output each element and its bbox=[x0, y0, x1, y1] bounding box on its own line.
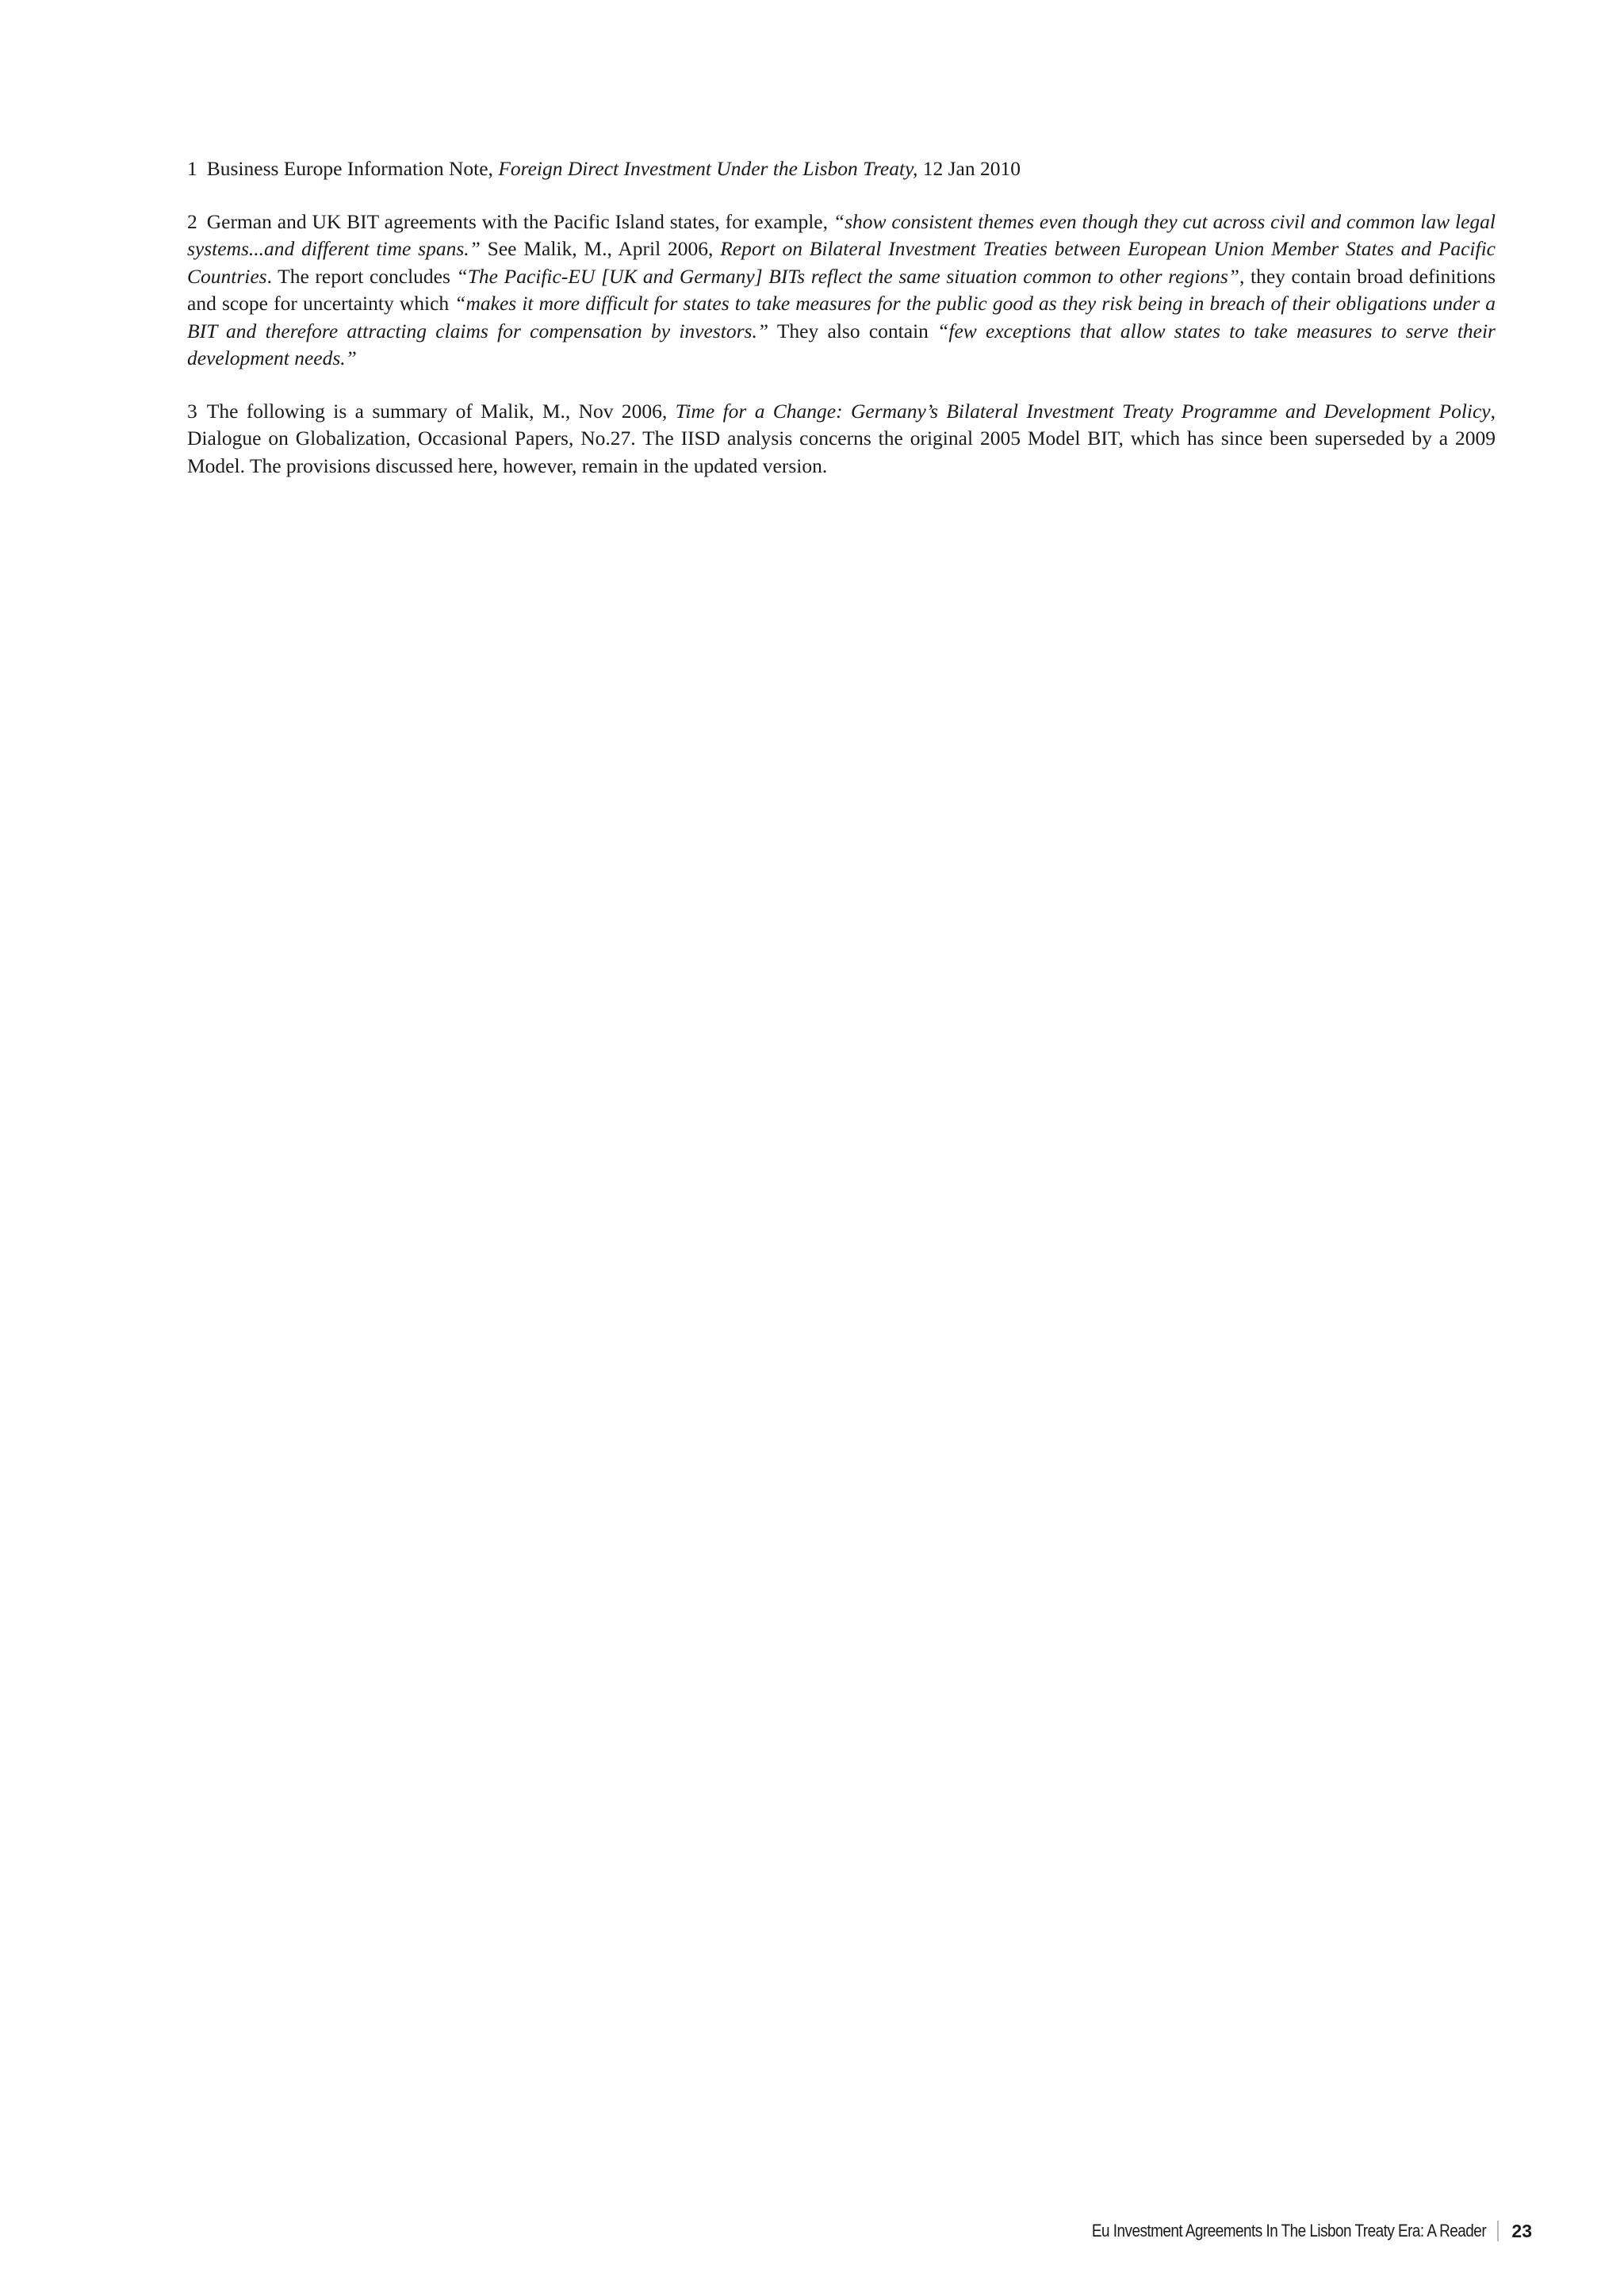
footnote-number: 1 bbox=[187, 157, 197, 180]
footnote-italic-title: Foreign Direct Investment Under the Lisbon Treaty, bbox=[498, 157, 918, 180]
footnotes-section bbox=[187, 155, 1496, 505]
footnote-3 bbox=[187, 398, 1496, 480]
footnote-text: See Malik, M., April 2006, bbox=[480, 237, 721, 260]
footnote-2 bbox=[187, 209, 1496, 373]
footnote-text: They also contain bbox=[768, 319, 938, 342]
footnote-text: , Dialogue on Globalization, Occasional Papers, No.27. The IISD analysis concerns the original 2005 Model BIT, which has since been superseded by a 2009 Model. The provisions discussed here, however, remain in the updated version. bbox=[187, 399, 1496, 477]
footnote-text: Business Europe Information Note, bbox=[206, 157, 499, 180]
footnote-quote: “makes it more difficult for states to take measures for the public good as they risk being in breach of their obligations under a BIT and therefore attracting claims for compensation by investors.” bbox=[187, 292, 1496, 342]
footnote-italic-title: Report on Bilateral Investment Treaties between European Union Member States and Pacific Countries bbox=[187, 237, 1496, 288]
footnote-quote: “few exceptions that allow states to take measures to serve their development needs.” bbox=[187, 319, 1496, 369]
footnote-italic-title: Time for a Change: Germany’s Bilateral Investment Treaty Programme and Development Policy bbox=[675, 399, 1491, 423]
footnote-quote: “show consistent themes even though they cut across civil and common law legal systems...and different time spans.” bbox=[187, 209, 1496, 260]
page-number: 23 bbox=[1511, 2220, 1532, 2241]
footnote-text: 12 Jan 2010 bbox=[917, 157, 1021, 180]
footnote-text: , they contain broad definitions and scope for uncertainty which bbox=[187, 264, 1496, 315]
footnote-text: The following is a summary of Malik, M., Nov 2006, bbox=[206, 399, 676, 423]
page-footer bbox=[1028, 2215, 1532, 2247]
footnote-1 bbox=[187, 155, 1496, 183]
footnote-number: 3 bbox=[187, 399, 197, 423]
footnote-quote: “The Pacific-EU [UK and Germany] BITs reflect the same situation common to other regions” bbox=[456, 264, 1239, 288]
footnote-text: . The report concludes bbox=[266, 264, 457, 288]
running-title: Eu Investment Agreements In The Lisbon Treaty Era: A Reader bbox=[1092, 2221, 1487, 2241]
footnote-text: German and UK BIT agreements with the Pacific Island states, for example, bbox=[206, 209, 833, 233]
footer-divider bbox=[1497, 2221, 1499, 2241]
footnote-number: 2 bbox=[187, 209, 197, 233]
